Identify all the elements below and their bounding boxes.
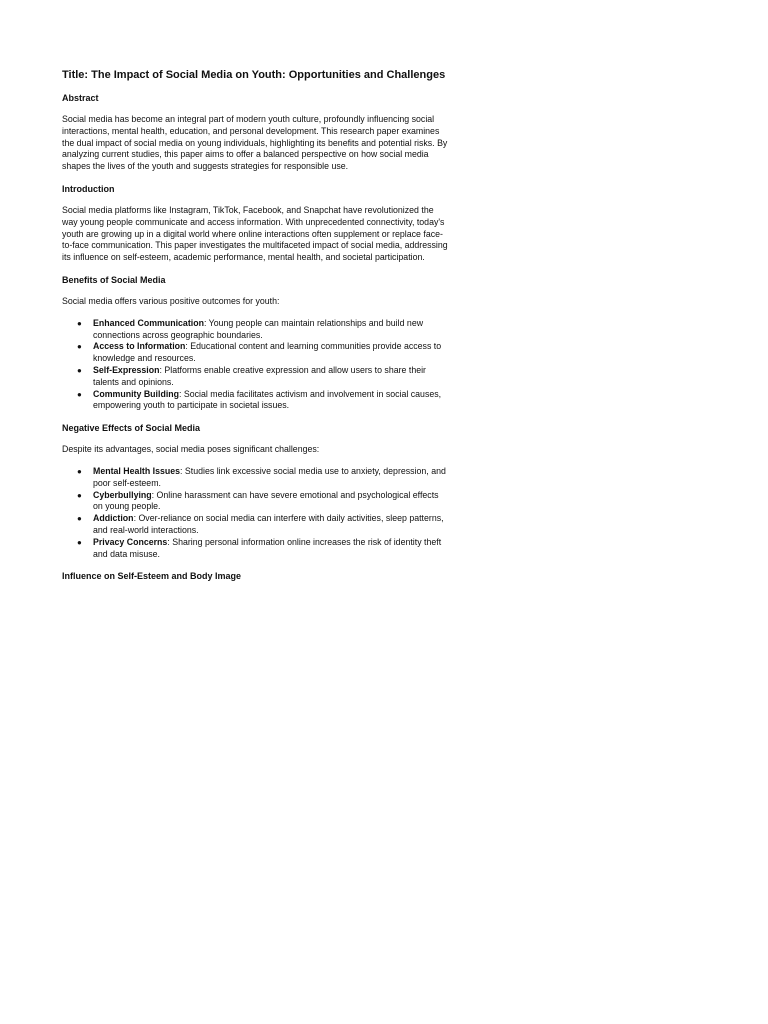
list-item-term: Access to Information xyxy=(93,341,186,352)
list-item-text: : Young people can maintain relationships and build new connections across geographic boundaries. xyxy=(93,317,424,340)
list-item-term: Self-Expression xyxy=(93,364,160,375)
abstract-text: Social media has become an integral part of modern youth culture, profoundly influencing social interactions, mental health, education, and personal development. This research paper examines the dual impact of social media on young individuals, highlighting its benefits and potential risks. By analyzing current studies, this paper aims to offer a balanced perspective on how social media shapes the lives of the youth and suggests strategies for responsible use. xyxy=(62,114,448,172)
negative-effects-intro: Despite its advantages, social media poses significant challenges: xyxy=(62,444,320,455)
document-page xyxy=(0,0,450,582)
bullet-icon: ● xyxy=(77,318,82,328)
list-item xyxy=(62,365,450,389)
bullet-icon: ● xyxy=(77,342,82,352)
list-item-text: : Online harassment can have severe emotional and psychological effects on young people. xyxy=(93,489,439,512)
list-item-text: : Sharing personal information online increases the risk of identity theft and data misuse. xyxy=(93,536,442,559)
negative-effects-heading: Negative Effects of Social Media xyxy=(62,423,201,434)
list-item xyxy=(62,513,450,537)
benefits-list xyxy=(62,318,450,412)
bullet-icon: ● xyxy=(77,537,82,547)
list-item xyxy=(62,389,450,413)
list-item-term: Privacy Concerns xyxy=(93,536,168,547)
list-item xyxy=(62,318,450,342)
list-item-text: : Over-reliance on social media can interfere with daily activities, sleep patterns, and real-world interactions. xyxy=(93,513,444,535)
introduction-heading: Introduction xyxy=(62,183,115,194)
negative-effects-list xyxy=(62,466,450,560)
list-item xyxy=(62,466,450,490)
list-item-term: Enhanced Communication xyxy=(93,317,204,328)
document-title: Title: The Impact of Social Media on Youth: Opportunities and Challenges xyxy=(62,69,446,81)
benefits-heading: Benefits of Social Media xyxy=(62,274,166,285)
list-item-term: Mental Health Issues xyxy=(93,465,181,476)
bullet-icon: ● xyxy=(77,490,82,500)
benefits-intro: Social media offers various positive outcomes for youth: xyxy=(62,295,280,306)
bullet-icon: ● xyxy=(77,389,82,399)
list-item-text: : Educational content and learning communities provide access to knowledge and resources. xyxy=(93,341,442,364)
list-item xyxy=(62,490,450,514)
list-item-text: : Social media facilitates activism and involvement in social causes, empowering youth to participate in societal issues. xyxy=(93,388,442,411)
list-item-term: Community Building xyxy=(93,388,180,399)
list-item xyxy=(62,341,450,365)
list-item-term: Cyberbullying xyxy=(93,489,152,500)
introduction-text: Social media platforms like Instagram, TikTok, Facebook, and Snapchat have revolutionized the way young people communicate and access information. With unprecedented connectivity, today's youth are growing up in a digital world where online interactions often supplement or replace face-to-face communication. This paper investigates the multifaceted impact of social media, addressing its influence on self-esteem, academic performance, mental health, and societal participation. xyxy=(62,204,448,263)
bullet-icon: ● xyxy=(77,514,82,524)
abstract-heading: Abstract xyxy=(62,93,99,103)
bullet-icon: ● xyxy=(77,365,82,375)
bullet-icon: ● xyxy=(77,466,82,476)
list-item xyxy=(62,537,450,561)
list-item-term: Addiction xyxy=(93,513,134,524)
list-item-text: : Platforms enable creative expression and allow users to share their talents and opinions. xyxy=(93,364,426,387)
self-esteem-heading: Influence on Self-Esteem and Body Image xyxy=(62,571,242,582)
list-item-text: : Studies link excessive social media use to anxiety, depression, and poor self-esteem. xyxy=(93,465,446,488)
